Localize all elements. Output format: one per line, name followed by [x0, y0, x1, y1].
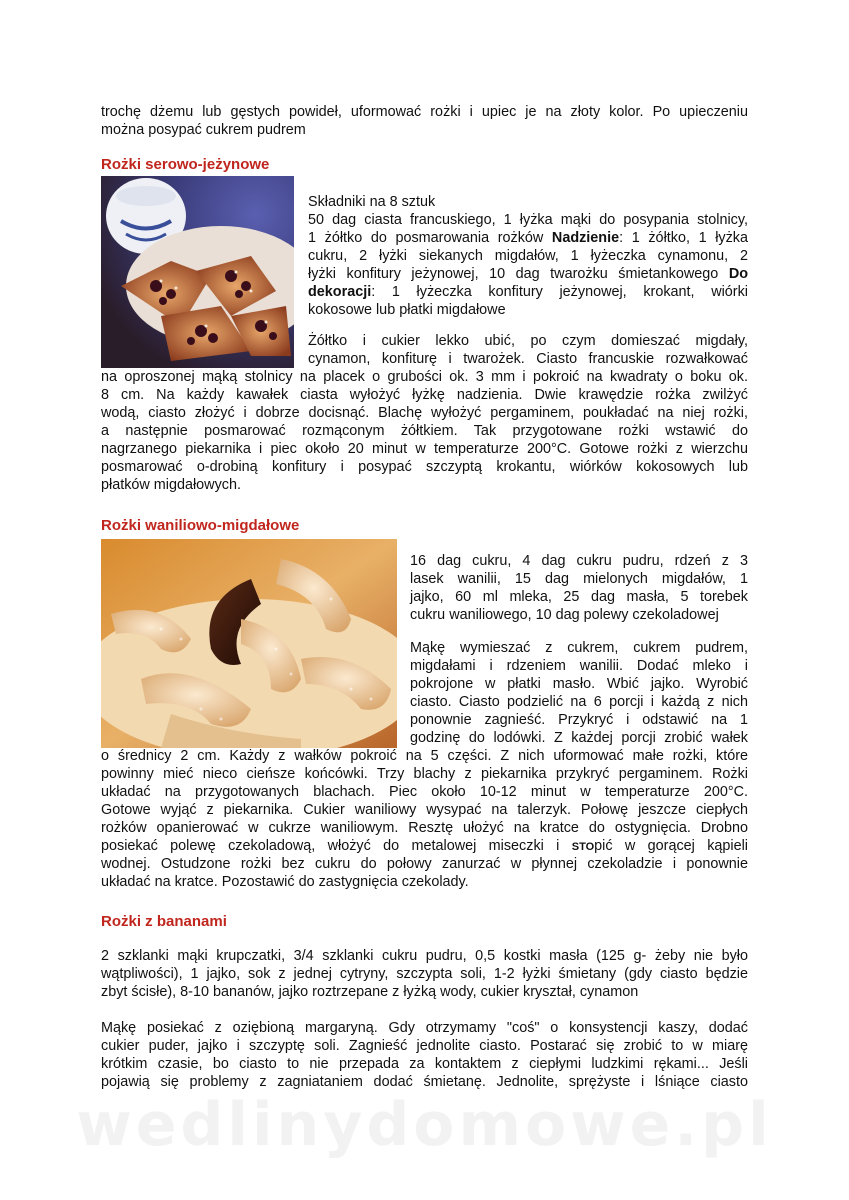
recipe-1-ingredients-line: kokosowe lub płatki migdałowe	[308, 302, 506, 318]
recipe-2-method-line: o średnicy 2 cm. Każdy z wałków pokroić na 5 części. Z nich uformować małe rożki, które	[101, 748, 748, 764]
filling-label: Nadzienie	[551, 230, 620, 246]
ingredients-text: : 1 łyżeczka konfitury jeżynowej, krokant, wiórki	[371, 284, 748, 300]
recipe-2-method-line	[101, 837, 748, 857]
recipe-2-method-line: układać na przygotowanych blachach. Piec około 10-12 minut w temperaturze 200°C.	[101, 784, 748, 800]
recipe-2-method-line: godzinę do lodówki. Z każdej porcji zrobić wałek	[410, 730, 748, 746]
recipe-2-title: Rożki waniliowo-migdałowe	[101, 517, 300, 534]
recipe-3-method-line: krótkim czasie, bo ciasto to nie przepada za kontaktem z ciepłymi ludzkimi rękami... Jeśli	[101, 1056, 748, 1072]
recipe-1-method-line: a następnie posmarować rozmąconym żółtkiem. Tak przygotowane rożki wstawić do	[101, 423, 748, 439]
sto-word: STO	[571, 841, 595, 853]
intro-line-1: trochę dżemu lub gęstych powideł, uformować rożki i upiec je na złoty kolor. Po upieczeniu	[101, 104, 748, 120]
recipe-1-title: Rożki serowo-jeżynowe	[101, 156, 270, 173]
recipe-2-method-line: Mąkę wymieszać z cukrem, cukrem pudrem,	[410, 640, 748, 656]
recipe-3-ingredients-line: wątpliwości), 1 jajko, sok z jednej cytryny, szczypta soli, 1-2 łyżki śmietany (gdy ciasto będzie	[101, 966, 748, 982]
recipe-3-method-line: pojawią się problemy z zagniataniem dodać śmietanę. Jednolite, sprężyste i lśniące ciasto	[101, 1074, 748, 1090]
recipe-1-method-line: Żółtko i cukier lekko ubić, po czym domieszać migdały,	[308, 333, 748, 349]
method-text: posiekać polewę czekoladową, włożyć do metalowej miseczki i	[101, 838, 572, 854]
recipe-2-method-line: rożków opanierować w cukrze waniliowym. Resztę ułożyć na kratce do ostygnięcia. Drobno	[101, 820, 748, 836]
recipe-1-ingredients-line	[308, 265, 748, 284]
recipe-1-photo	[101, 176, 294, 368]
recipe-3-ingredients-line: 2 szklanki mąki krupczatki, 3/4 szklanki cukru pudru, 0,5 kostki masła (125 g- żeby nie było	[101, 948, 748, 964]
recipe-3-ingredients-line: zbyt ścisłe), 8-10 bananów, jajko roztrzepane z łyżką wody, cukier kryształ, cynamon	[101, 984, 639, 1000]
recipe-1-method-line: cynamon, konfiturę i twarożek. Ciasto francuskie rozwałkować	[308, 351, 748, 367]
recipe-2-photo	[101, 539, 397, 748]
recipe-1-method-line: nagrzanego piekarnika i piec około 20 minut w temperaturze 200°C. Gotowe rożki z wierzchu	[101, 441, 748, 457]
intro-line-2: można posypać cukrem pudrem	[101, 122, 306, 138]
recipe-1-method-line: posmarować o-drobiną konfitury i posypać szczyptą krokantu, wiórków kokosowych lub	[101, 459, 748, 475]
recipe-2-ingredients-line: 16 dag cukru, 4 dag cukru pudru, rdzeń z 3	[410, 553, 748, 569]
recipe-1-ingredients-line: cukru, 2 łyżki siekanych migdałów, 1 łyżeczka cynamonu, 2	[308, 248, 748, 264]
recipe-2-method-line: migdałami i rdzeniem wanilii. Dodać mleko i	[410, 658, 748, 674]
recipe-3-method-line: Mąkę posiekać z oziębioną margaryną. Gdy otrzymamy "coś" o konsystencji kaszy, dodać	[101, 1020, 748, 1036]
recipe-2-method-line: wodnej. Ostudzone rożki bez cukru do połowy zanurzać w płynnej czekoladzie i ponownie	[101, 856, 748, 872]
recipe-2-ingredients-line: lasek wanilii, 15 dag mielonych migdałów, 1	[410, 571, 748, 587]
decoration-label: dekoracji	[308, 284, 372, 300]
recipe-2-method-line: układać na kratce. Pozostawić do zastygnięcia czekolady.	[101, 874, 469, 890]
recipe-2-ingredients-line: cukru waniliowego, 10 dag polewy czekoladowej	[410, 607, 719, 623]
croissant-cheese-photo-icon	[101, 176, 294, 368]
recipe-3-method-line: cukier puder, jajko i szczyptę soli. Zagnieść jednolite ciasto. Postarać się zrobić to w miarę	[101, 1038, 748, 1054]
recipe-1-ingredients-line: 50 dag ciasta francuskiego, 1 łyżka mąki do posypania stolnicy,	[308, 212, 748, 228]
recipe-1-method-line: 8 cm. Na każdy kawałek ciasta wyłożyć łyżkę nadzienia. Dwie krawędzie rożka zwilżyć	[101, 387, 748, 403]
recipe-1-method-line: wodą, ciasto złożyć i dobrze docisnąć. Blachę wyłożyć pergaminem, poukładać na niej rożki,	[101, 405, 748, 421]
recipe-1-ingredients-line	[308, 283, 748, 302]
recipe-2-method-line: powinny mieć nieco cieńsze końcówki. Trzy blachy z piekarnika przykryć pergaminem. Rożki	[101, 766, 748, 782]
recipe-3-title: Rożki z bananami	[101, 913, 227, 930]
recipe-1-method-line: płatków migdałowych.	[101, 477, 241, 493]
recipe-2-method-line: Gotowe wyjąć z piekarnika. Cukier waniliowy wysypać na talerzyk. Połowę jeszcze ciepłych	[101, 802, 748, 818]
recipe-2-method-line: pokrojone w płatki masło. Wbić jajko. Wyrobić	[410, 676, 748, 692]
decoration-label: Do	[728, 266, 748, 282]
recipe-1-method-line: na oproszonej mąką stolnicy na placek o grubości ok. 3 mm i pokroić na kwadraty o boku ok.	[101, 369, 748, 385]
recipe-1-portion: Składniki na 8 sztuk	[308, 194, 436, 210]
recipe-2-method-line: ciasto. Ciasto podzielić na 6 porcji i każdą z nich	[410, 694, 748, 710]
method-text: pić w gorącej kąpieli	[594, 838, 748, 854]
ingredients-text: : 1 żółtko, 1 łyżka	[619, 230, 748, 246]
ingredients-text: 1 żółtko do posmarowania rożków	[308, 230, 552, 246]
ingredients-text: łyżki konfitury jeżynowej, 10 dag twarożku śmietankowego	[308, 266, 729, 282]
recipe-2-method-line: ponownie zagnieść. Przykryć i odstawić na 1	[410, 712, 748, 728]
recipe-2-ingredients-line: jajko, 60 ml mleka, 25 dag masła, 5 torebek	[410, 589, 748, 605]
site-watermark: wedlinydomowe.pl	[76, 1090, 773, 1160]
vanilla-crescents-photo-icon	[101, 539, 397, 748]
recipe-1-ingredients-line	[308, 229, 748, 248]
